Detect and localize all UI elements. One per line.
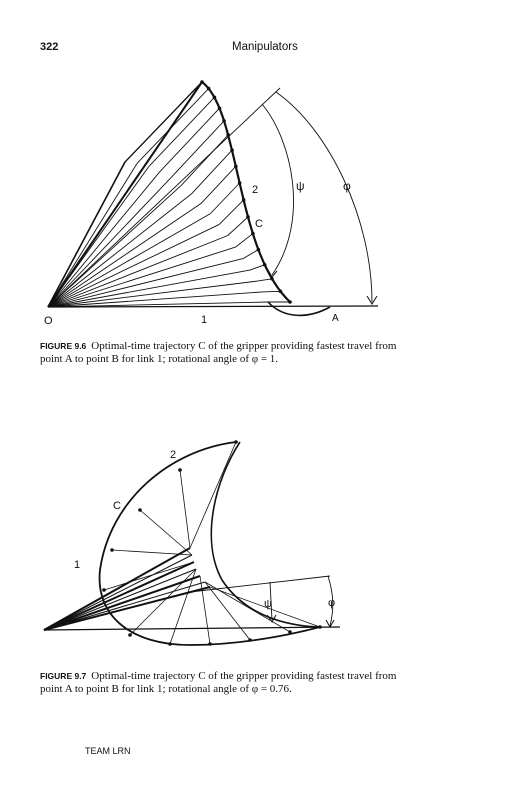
link-1-initial-position (48, 82, 202, 307)
trajectory-point (178, 468, 182, 472)
figure-9-7-link1-label: 1 (74, 559, 81, 571)
trajectory-point (263, 263, 267, 267)
running-head: Manipulators (232, 41, 298, 53)
link-2-position-line (171, 121, 224, 178)
trajectory-point (102, 588, 106, 592)
figure-9-6-point-a-label: A (332, 313, 339, 324)
figure-9-6-link1-label: 1 (201, 314, 208, 326)
link-1-position-line (48, 172, 160, 307)
figure-9-6-caption-text: Optimal-time trajectory C of the gripper providing fastest travel from point A to point B for link 1; rotational angle of φ = 1. (40, 340, 397, 365)
link-2-position-line (181, 135, 228, 185)
trajectory-loop-near-a (268, 302, 330, 315)
link-2-position-line (201, 166, 236, 203)
link-1-position-line (44, 569, 196, 630)
figure-9-7-linkage-lines (44, 440, 340, 646)
baseline (44, 627, 340, 630)
link-2-position-line (219, 200, 243, 224)
figure-9-6-trajectory-label: C (255, 218, 263, 230)
link-2-position-line (149, 97, 215, 166)
link-1-position-line (48, 194, 191, 307)
trajectory-point (222, 119, 226, 123)
link-1-position-line (48, 185, 181, 307)
page-number: 322 (40, 41, 59, 53)
trajectory-point (207, 87, 211, 91)
figure-9-6-link2-label: 2 (252, 184, 259, 196)
figure-9-6-phi-label: φ (343, 179, 351, 193)
link-2-position-line (262, 291, 280, 292)
trajectory-point (318, 625, 322, 629)
link-2-position-line (250, 265, 265, 270)
figure-9-6-psi-label: ψ (296, 179, 305, 193)
trajectory-point (128, 633, 132, 637)
trajectory-point (138, 508, 142, 512)
angle-psi-arc (262, 104, 294, 275)
trajectory-point (257, 248, 261, 252)
figure-9-7-phi-label: φ (328, 597, 336, 609)
link-2-position-line (180, 470, 190, 548)
link-2-position-line (210, 183, 239, 214)
trajectory-point (200, 80, 204, 84)
link-2-position-line (160, 108, 220, 171)
trajectory-point (213, 96, 217, 100)
trajectory-point (251, 232, 255, 236)
trajectory-c-curve (202, 82, 290, 302)
figure-9-7-trajectory-label: C (113, 500, 121, 512)
figure-9-6-caption-label: FIGURE 9.6 (40, 341, 87, 351)
trajectory-point (230, 148, 234, 152)
link-2-position-line (137, 89, 209, 164)
trajectory-point (248, 638, 252, 642)
link-2-position-line (140, 510, 192, 555)
figure-9-7-link2-label: 2 (170, 449, 177, 461)
link-2-position-line (190, 442, 236, 548)
trajectory-point (288, 300, 292, 304)
trajectory-point (242, 198, 246, 202)
link-2-position-line (228, 217, 248, 236)
trajectory-point (279, 289, 283, 293)
link-2-position-line (125, 82, 202, 162)
link-2-position-line (170, 569, 196, 644)
figure-9-6-linkage-lines (48, 80, 378, 315)
trajectory-point (246, 215, 250, 219)
trajectory-point (238, 181, 242, 185)
trajectory-point (168, 642, 172, 646)
figure-9-7-diagram (0, 430, 529, 660)
trajectory-point (208, 642, 212, 646)
link-2-position-line (104, 562, 194, 590)
link-2-position-line (236, 234, 253, 248)
figure-9-7-caption-label: FIGURE 9.7 (40, 671, 87, 681)
trajectory-point (218, 106, 222, 110)
trajectory-point (234, 440, 238, 444)
trajectory-point (110, 548, 114, 552)
figure-9-7-psi-label: ψ (264, 598, 272, 610)
trajectory-point (234, 165, 238, 169)
link-2-position-line (243, 250, 258, 259)
trajectory-point (288, 630, 292, 634)
figure-9-6-diagram (0, 70, 529, 330)
footer-note: TEAM LRN (85, 746, 131, 756)
link-2-position-line (205, 582, 250, 640)
link-2-position-line (191, 150, 232, 194)
angle-phi-arc (276, 92, 372, 302)
figure-9-6-caption (40, 340, 400, 366)
figure-9-7-caption-text: Optimal-time trajectory C of the gripper providing fastest travel from point A to point B for link 1; rotational angle of φ = 0.76. (40, 670, 397, 695)
figure-9-7-caption (40, 670, 400, 696)
link-2-position-line (256, 279, 272, 281)
figure-9-6-origin-label: O (44, 315, 53, 327)
link-1-position-line (44, 548, 190, 630)
